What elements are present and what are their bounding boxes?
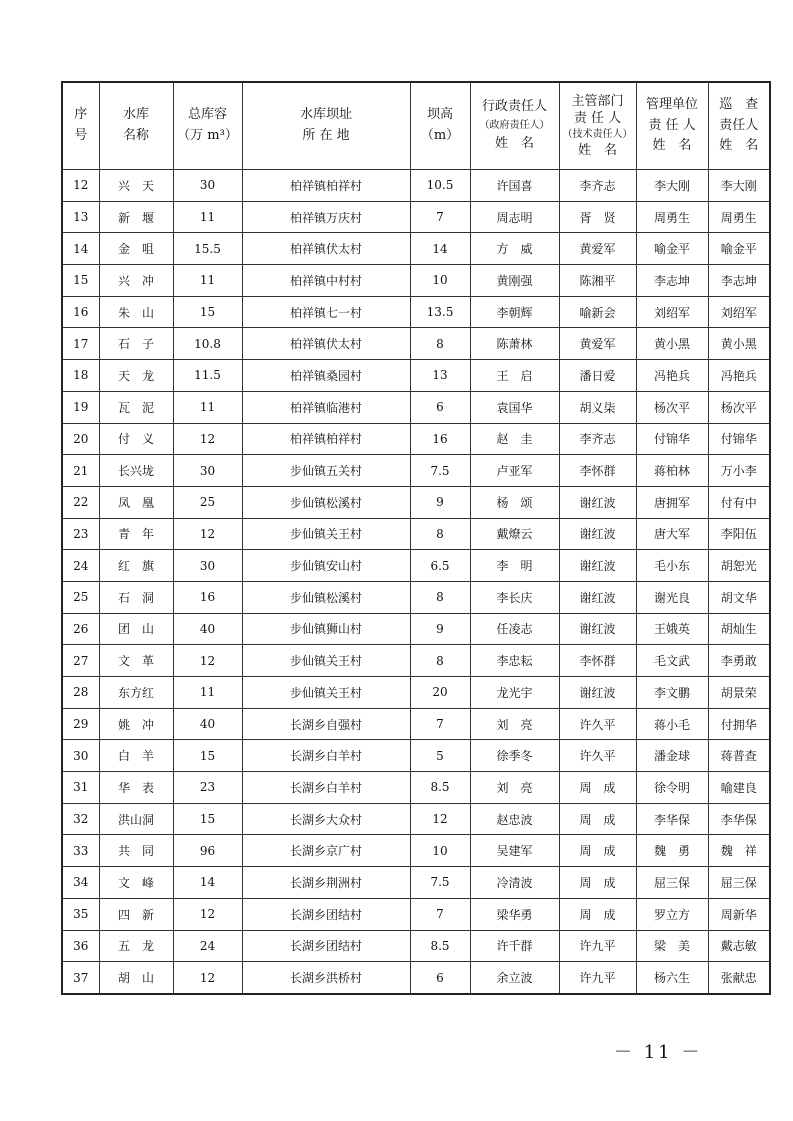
cell-mgmt: 杨次平 — [636, 391, 708, 423]
cell-admin: 任凌志 — [470, 613, 559, 645]
cell-height: 8 — [410, 645, 470, 677]
cell-capacity: 12 — [173, 518, 242, 550]
cell-site: 长湖乡大众村 — [242, 803, 410, 835]
cell-site: 柏祥镇中村村 — [242, 265, 410, 297]
cell-admin: 卢亚军 — [470, 455, 559, 487]
cell-admin: 戴燎云 — [470, 518, 559, 550]
cell-no: 17 — [62, 328, 99, 360]
cell-height: 9 — [410, 486, 470, 518]
cell-no: 22 — [62, 486, 99, 518]
cell-height: 10.5 — [410, 170, 470, 202]
cell-admin: 杨 颂 — [470, 486, 559, 518]
cell-mgmt: 毛小东 — [636, 550, 708, 582]
cell-patrol: 周新华 — [708, 898, 770, 930]
cell-capacity: 15.5 — [173, 233, 242, 265]
cell-mgmt: 黄小黑 — [636, 328, 708, 360]
cell-name: 兴 天 — [99, 170, 173, 202]
cell-no: 18 — [62, 360, 99, 392]
table-row — [62, 455, 770, 487]
cell-no: 33 — [62, 835, 99, 867]
cell-patrol: 胡灿生 — [708, 613, 770, 645]
cell-no: 25 — [62, 581, 99, 613]
cell-mgmt: 潘金球 — [636, 740, 708, 772]
cell-patrol: 魏 祥 — [708, 835, 770, 867]
cell-dept: 陈湘平 — [559, 265, 636, 297]
header-admin: 行政责任人 （政府责任人） 姓 名 — [470, 82, 559, 170]
cell-patrol: 喻金平 — [708, 233, 770, 265]
table-row — [62, 677, 770, 709]
cell-height: 7.5 — [410, 455, 470, 487]
cell-site: 柏祥镇柏祥村 — [242, 170, 410, 202]
cell-height: 7 — [410, 898, 470, 930]
cell-mgmt: 梁 美 — [636, 930, 708, 962]
cell-patrol: 胡恕光 — [708, 550, 770, 582]
cell-height: 12 — [410, 803, 470, 835]
cell-name: 华 表 — [99, 772, 173, 804]
cell-site: 长湖乡团结村 — [242, 930, 410, 962]
cell-patrol: 李志坤 — [708, 265, 770, 297]
cell-name: 团 山 — [99, 613, 173, 645]
cell-patrol: 屈三保 — [708, 867, 770, 899]
table-row — [62, 613, 770, 645]
cell-admin: 赵忠波 — [470, 803, 559, 835]
cell-capacity: 12 — [173, 423, 242, 455]
table-row — [62, 867, 770, 899]
table-row — [62, 296, 770, 328]
cell-height: 5 — [410, 740, 470, 772]
cell-site: 步仙镇松溪村 — [242, 581, 410, 613]
cell-admin: 徐季冬 — [470, 740, 559, 772]
table-row — [62, 581, 770, 613]
cell-site: 柏祥镇伏太村 — [242, 328, 410, 360]
cell-name: 青 年 — [99, 518, 173, 550]
table-row — [62, 423, 770, 455]
cell-admin: 黄刚强 — [470, 265, 559, 297]
cell-name: 长兴垅 — [99, 455, 173, 487]
cell-mgmt: 谢光良 — [636, 581, 708, 613]
cell-patrol: 李华保 — [708, 803, 770, 835]
table-row — [62, 360, 770, 392]
cell-dept: 许久平 — [559, 740, 636, 772]
cell-height: 6 — [410, 391, 470, 423]
cell-name: 文 革 — [99, 645, 173, 677]
cell-mgmt: 徐令明 — [636, 772, 708, 804]
cell-patrol: 付拥华 — [708, 708, 770, 740]
cell-mgmt: 唐拥军 — [636, 486, 708, 518]
cell-site: 步仙镇松溪村 — [242, 486, 410, 518]
cell-site: 柏祥镇万庆村 — [242, 201, 410, 233]
header-dept: 主管部门 责 任 人 （技术责任人） 姓 名 — [559, 82, 636, 170]
cell-no: 34 — [62, 867, 99, 899]
cell-dept: 黄爱军 — [559, 233, 636, 265]
page-number: － 11 － — [614, 1042, 703, 1063]
cell-dept: 许九平 — [559, 962, 636, 994]
cell-capacity: 11 — [173, 201, 242, 233]
cell-admin: 许国喜 — [470, 170, 559, 202]
cell-mgmt: 蒋小毛 — [636, 708, 708, 740]
cell-height: 10 — [410, 265, 470, 297]
cell-site: 长湖乡自强村 — [242, 708, 410, 740]
cell-height: 8 — [410, 328, 470, 360]
cell-capacity: 11.5 — [173, 360, 242, 392]
cell-no: 26 — [62, 613, 99, 645]
cell-name: 洪山洞 — [99, 803, 173, 835]
cell-mgmt: 王娥英 — [636, 613, 708, 645]
cell-mgmt: 屈三保 — [636, 867, 708, 899]
cell-dept: 周 成 — [559, 803, 636, 835]
cell-capacity: 14 — [173, 867, 242, 899]
cell-site: 长湖乡白羊村 — [242, 772, 410, 804]
table-row — [62, 930, 770, 962]
cell-no: 15 — [62, 265, 99, 297]
cell-capacity: 11 — [173, 265, 242, 297]
cell-admin: 赵 圭 — [470, 423, 559, 455]
cell-site: 长湖乡洪桥村 — [242, 962, 410, 994]
cell-capacity: 11 — [173, 391, 242, 423]
header-patrol: 巡 查 责任人 姓 名 — [708, 82, 770, 170]
cell-no: 21 — [62, 455, 99, 487]
cell-name: 红 旗 — [99, 550, 173, 582]
cell-no: 35 — [62, 898, 99, 930]
cell-dept: 周 成 — [559, 898, 636, 930]
cell-capacity: 30 — [173, 550, 242, 582]
cell-site: 柏祥镇临港村 — [242, 391, 410, 423]
table-row — [62, 550, 770, 582]
cell-name: 文 峰 — [99, 867, 173, 899]
cell-site: 柏祥镇七一村 — [242, 296, 410, 328]
cell-name: 白 羊 — [99, 740, 173, 772]
table-row — [62, 233, 770, 265]
cell-dept: 谢红波 — [559, 613, 636, 645]
cell-capacity: 25 — [173, 486, 242, 518]
cell-capacity: 96 — [173, 835, 242, 867]
cell-mgmt: 李文鹏 — [636, 677, 708, 709]
cell-mgmt: 罗立方 — [636, 898, 708, 930]
cell-mgmt: 李华保 — [636, 803, 708, 835]
cell-dept: 谢红波 — [559, 550, 636, 582]
cell-capacity: 16 — [173, 581, 242, 613]
cell-patrol: 李阳伍 — [708, 518, 770, 550]
table-row — [62, 170, 770, 202]
reservoir-table — [61, 81, 771, 995]
cell-height: 7.5 — [410, 867, 470, 899]
cell-dept: 李怀群 — [559, 645, 636, 677]
cell-height: 14 — [410, 233, 470, 265]
cell-no: 16 — [62, 296, 99, 328]
table-row — [62, 265, 770, 297]
cell-dept: 许九平 — [559, 930, 636, 962]
cell-site: 步仙镇关王村 — [242, 518, 410, 550]
cell-patrol: 胡景荣 — [708, 677, 770, 709]
cell-name: 四 新 — [99, 898, 173, 930]
cell-mgmt: 杨六生 — [636, 962, 708, 994]
cell-patrol: 喻建良 — [708, 772, 770, 804]
cell-name: 凤 凰 — [99, 486, 173, 518]
cell-capacity: 40 — [173, 708, 242, 740]
cell-no: 29 — [62, 708, 99, 740]
header-no: 序 号 — [62, 82, 99, 170]
cell-no: 27 — [62, 645, 99, 677]
cell-name: 兴 冲 — [99, 265, 173, 297]
cell-mgmt: 唐大军 — [636, 518, 708, 550]
cell-name: 瓦 泥 — [99, 391, 173, 423]
header-name: 水库 名称 — [99, 82, 173, 170]
cell-admin: 李长庆 — [470, 581, 559, 613]
cell-dept: 李齐志 — [559, 423, 636, 455]
cell-mgmt: 毛文武 — [636, 645, 708, 677]
cell-no: 23 — [62, 518, 99, 550]
cell-capacity: 30 — [173, 455, 242, 487]
cell-mgmt: 付锦华 — [636, 423, 708, 455]
cell-admin: 李朝辉 — [470, 296, 559, 328]
cell-admin: 王 启 — [470, 360, 559, 392]
cell-mgmt: 蒋柏林 — [636, 455, 708, 487]
cell-site: 柏祥镇柏祥村 — [242, 423, 410, 455]
cell-patrol: 周勇生 — [708, 201, 770, 233]
cell-no: 32 — [62, 803, 99, 835]
cell-no: 14 — [62, 233, 99, 265]
cell-no: 30 — [62, 740, 99, 772]
cell-dept: 潘日爱 — [559, 360, 636, 392]
cell-site: 步仙镇安山村 — [242, 550, 410, 582]
table-body — [62, 170, 770, 994]
cell-height: 9 — [410, 613, 470, 645]
cell-capacity: 23 — [173, 772, 242, 804]
table-row — [62, 740, 770, 772]
cell-admin: 冷清波 — [470, 867, 559, 899]
cell-mgmt: 刘绍军 — [636, 296, 708, 328]
cell-dept: 谢红波 — [559, 518, 636, 550]
cell-capacity: 24 — [173, 930, 242, 962]
table-row — [62, 518, 770, 550]
cell-site: 长湖乡荆洲村 — [242, 867, 410, 899]
cell-capacity: 30 — [173, 170, 242, 202]
cell-patrol: 付锦华 — [708, 423, 770, 455]
cell-patrol: 万小李 — [708, 455, 770, 487]
cell-dept: 李怀群 — [559, 455, 636, 487]
cell-dept: 周 成 — [559, 867, 636, 899]
cell-dept: 黄爱军 — [559, 328, 636, 360]
cell-mgmt: 魏 勇 — [636, 835, 708, 867]
cell-admin: 余立波 — [470, 962, 559, 994]
cell-name: 天 龙 — [99, 360, 173, 392]
cell-height: 6.5 — [410, 550, 470, 582]
cell-patrol: 冯艳兵 — [708, 360, 770, 392]
cell-name: 共 同 — [99, 835, 173, 867]
cell-patrol: 蒋普查 — [708, 740, 770, 772]
cell-patrol: 黄小黑 — [708, 328, 770, 360]
cell-name: 新 堰 — [99, 201, 173, 233]
cell-height: 8.5 — [410, 930, 470, 962]
cell-dept: 胥 贤 — [559, 201, 636, 233]
cell-capacity: 12 — [173, 962, 242, 994]
cell-patrol: 戴志敏 — [708, 930, 770, 962]
cell-name: 胡 山 — [99, 962, 173, 994]
cell-mgmt: 冯艳兵 — [636, 360, 708, 392]
table-row — [62, 772, 770, 804]
cell-site: 长湖乡京广村 — [242, 835, 410, 867]
cell-patrol: 胡文华 — [708, 581, 770, 613]
cell-admin: 方 威 — [470, 233, 559, 265]
cell-height: 10 — [410, 835, 470, 867]
cell-admin: 梁华勇 — [470, 898, 559, 930]
table-row — [62, 328, 770, 360]
cell-dept: 周 成 — [559, 835, 636, 867]
cell-mgmt: 李大刚 — [636, 170, 708, 202]
cell-height: 8.5 — [410, 772, 470, 804]
table-row — [62, 486, 770, 518]
cell-capacity: 15 — [173, 740, 242, 772]
cell-patrol: 李勇敢 — [708, 645, 770, 677]
cell-height: 13.5 — [410, 296, 470, 328]
header-capacity: 总库容 （万 m³） — [173, 82, 242, 170]
cell-admin: 吴建军 — [470, 835, 559, 867]
cell-dept: 喻新会 — [559, 296, 636, 328]
cell-dept: 许久平 — [559, 708, 636, 740]
cell-capacity: 40 — [173, 613, 242, 645]
cell-site: 步仙镇关王村 — [242, 677, 410, 709]
cell-site: 柏祥镇桑园村 — [242, 360, 410, 392]
cell-patrol: 刘绍军 — [708, 296, 770, 328]
cell-height: 6 — [410, 962, 470, 994]
cell-dept: 谢红波 — [559, 486, 636, 518]
cell-dept: 李齐志 — [559, 170, 636, 202]
table-row — [62, 803, 770, 835]
cell-no: 12 — [62, 170, 99, 202]
cell-no: 20 — [62, 423, 99, 455]
cell-name: 金 咀 — [99, 233, 173, 265]
cell-name: 石 子 — [99, 328, 173, 360]
cell-name: 朱 山 — [99, 296, 173, 328]
cell-no: 28 — [62, 677, 99, 709]
cell-admin: 许千群 — [470, 930, 559, 962]
cell-height: 16 — [410, 423, 470, 455]
cell-dept: 胡义柒 — [559, 391, 636, 423]
cell-patrol: 付有中 — [708, 486, 770, 518]
cell-admin: 李忠耘 — [470, 645, 559, 677]
table-header — [62, 82, 770, 170]
cell-capacity: 12 — [173, 898, 242, 930]
cell-no: 13 — [62, 201, 99, 233]
table-row — [62, 645, 770, 677]
table-row — [62, 201, 770, 233]
cell-capacity: 15 — [173, 296, 242, 328]
table-row — [62, 708, 770, 740]
header-site: 水库坝址 所 在 地 — [242, 82, 410, 170]
cell-mgmt: 喻金平 — [636, 233, 708, 265]
cell-admin: 陈萧林 — [470, 328, 559, 360]
cell-site: 步仙镇关王村 — [242, 645, 410, 677]
cell-height: 7 — [410, 708, 470, 740]
cell-admin: 周志明 — [470, 201, 559, 233]
table-row — [62, 835, 770, 867]
cell-site: 步仙镇五关村 — [242, 455, 410, 487]
cell-site: 柏祥镇伏太村 — [242, 233, 410, 265]
cell-admin: 刘 亮 — [470, 772, 559, 804]
cell-capacity: 15 — [173, 803, 242, 835]
cell-mgmt: 周勇生 — [636, 201, 708, 233]
cell-capacity: 12 — [173, 645, 242, 677]
cell-no: 36 — [62, 930, 99, 962]
cell-name: 付 义 — [99, 423, 173, 455]
cell-height: 8 — [410, 581, 470, 613]
cell-no: 19 — [62, 391, 99, 423]
cell-name: 姚 冲 — [99, 708, 173, 740]
cell-height: 7 — [410, 201, 470, 233]
cell-name: 五 龙 — [99, 930, 173, 962]
table-row — [62, 962, 770, 994]
cell-site: 步仙镇狮山村 — [242, 613, 410, 645]
cell-height: 13 — [410, 360, 470, 392]
cell-name: 东方红 — [99, 677, 173, 709]
cell-name: 石 洞 — [99, 581, 173, 613]
cell-admin: 刘 亮 — [470, 708, 559, 740]
header-mgmt: 管理单位 责 任 人 姓 名 — [636, 82, 708, 170]
cell-admin: 李 明 — [470, 550, 559, 582]
cell-dept: 谢红波 — [559, 677, 636, 709]
cell-no: 37 — [62, 962, 99, 994]
cell-capacity: 11 — [173, 677, 242, 709]
cell-height: 8 — [410, 518, 470, 550]
cell-dept: 谢红波 — [559, 581, 636, 613]
cell-mgmt: 李志坤 — [636, 265, 708, 297]
cell-patrol: 李大刚 — [708, 170, 770, 202]
cell-site: 长湖乡团结村 — [242, 898, 410, 930]
header-height: 坝高 （m） — [410, 82, 470, 170]
cell-patrol: 张献忠 — [708, 962, 770, 994]
cell-patrol: 杨次平 — [708, 391, 770, 423]
cell-capacity: 10.8 — [173, 328, 242, 360]
table-row — [62, 898, 770, 930]
cell-dept: 周 成 — [559, 772, 636, 804]
cell-no: 31 — [62, 772, 99, 804]
cell-height: 20 — [410, 677, 470, 709]
cell-admin: 袁国华 — [470, 391, 559, 423]
cell-no: 24 — [62, 550, 99, 582]
table-row — [62, 391, 770, 423]
cell-site: 长湖乡白羊村 — [242, 740, 410, 772]
cell-admin: 龙光宇 — [470, 677, 559, 709]
